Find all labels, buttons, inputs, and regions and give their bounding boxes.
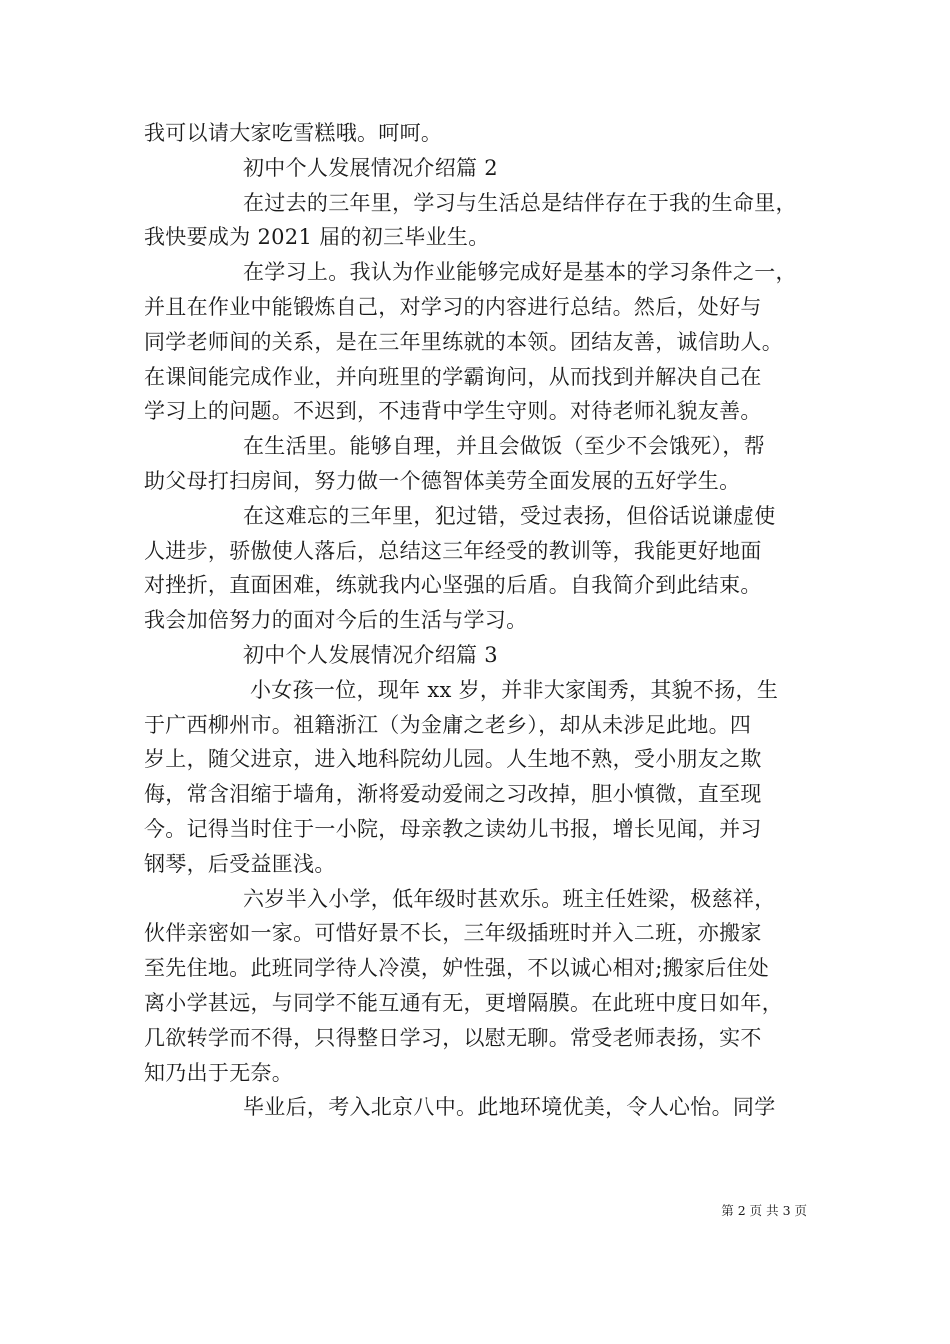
text-line: 钢琴，后受益匪浅。 bbox=[144, 851, 336, 876]
text-line: 知乃出于无奈。 bbox=[144, 1060, 294, 1085]
paragraph-start: 毕业后，考入北京八中。此地环境优美，令人心怡。同学 bbox=[243, 1095, 776, 1120]
paragraph-start: 小女孩一位，现年 xx 岁，并非大家闺秀，其貌不扬，生 bbox=[250, 677, 779, 702]
page-number-footer: 第 2 页 共 3 页 bbox=[721, 1203, 807, 1218]
text-line: 同学老师间的关系，是在三年里练就的本领。团结友善，诚信助人。 bbox=[144, 329, 783, 354]
text-line: 并且在作业中能锻炼自己，对学习的内容进行总结。然后，处好与 bbox=[144, 294, 762, 319]
text-line: 学习上的问题。不迟到，不违背中学生守则。对待老师礼貌友善。 bbox=[144, 399, 762, 424]
paragraph-start: 六岁半入小学，低年级时甚欢乐。班主任姓梁，极慈祥， bbox=[243, 886, 776, 911]
text-line: 我可以请大家吃雪糕哦。呵呵。 bbox=[144, 121, 443, 145]
text-line: 人进步，骄傲使人落后，总结这三年经受的教训等，我能更好地面 bbox=[144, 538, 762, 563]
section-heading: 初中个人发展情况介绍篇 3 bbox=[243, 642, 498, 667]
text-line: 于广西柳州市。祖籍浙江（为金庸之老乡），却从未涉足此地。四 bbox=[144, 712, 752, 737]
text-line: 岁上，随父进京，进入地科院幼儿园。人生地不熟，受小朋友之欺 bbox=[144, 747, 762, 772]
text-line: 我快要成为 2021 届的初三毕业生。 bbox=[144, 225, 490, 250]
text-line: 在课间能完成作业，并向班里的学霸询问，从而找到并解决自己在 bbox=[144, 364, 762, 389]
text-line: 伙伴亲密如一家。可惜好景不长，三年级插班时并入二班，亦搬家 bbox=[144, 921, 762, 946]
text-line: 离小学甚远，与同学不能互通有无，更增隔膜。在此班中度日如年， bbox=[144, 990, 783, 1015]
text-line: 今。记得当时住于一小院，母亲教之读幼儿书报，增长见闻，并习 bbox=[144, 816, 762, 841]
paragraph-start: 在生活里。能够自理，并且会做饭（至少不会饿死），帮 bbox=[243, 434, 765, 459]
text-line: 对挫折，直面困难，练就我内心坚强的后盾。自我简介到此结束。 bbox=[144, 573, 762, 598]
text-line: 侮，常含泪缩于墙角，渐将爱动爱闹之习改掉，胆小慎微，直至现 bbox=[144, 782, 762, 807]
text-line: 至先住地。此班同学待人冷漠，妒性强，不以诚心相对;搬家后住处 bbox=[144, 956, 770, 981]
paragraph-start: 在过去的三年里，学习与生活总是结伴存在于我的生命里， bbox=[243, 190, 797, 215]
section-heading: 初中个人发展情况介绍篇 2 bbox=[243, 155, 498, 180]
paragraph-start: 在学习上。我认为作业能够完成好是基本的学习条件之一， bbox=[243, 260, 797, 285]
paragraph-start: 在这难忘的三年里，犯过错，受过表扬，但俗话说谦虚使 bbox=[243, 503, 776, 528]
text-line: 我会加倍努力的面对今后的生活与学习。 bbox=[144, 608, 528, 633]
text-line: 几欲转学而不得，只得整日学习，以慰无聊。常受老师表扬，实不 bbox=[144, 1025, 762, 1050]
document-body bbox=[144, 116, 806, 1125]
text-line: 助父母打扫房间，努力做一个德智体美劳全面发展的五好学生。 bbox=[144, 468, 741, 493]
